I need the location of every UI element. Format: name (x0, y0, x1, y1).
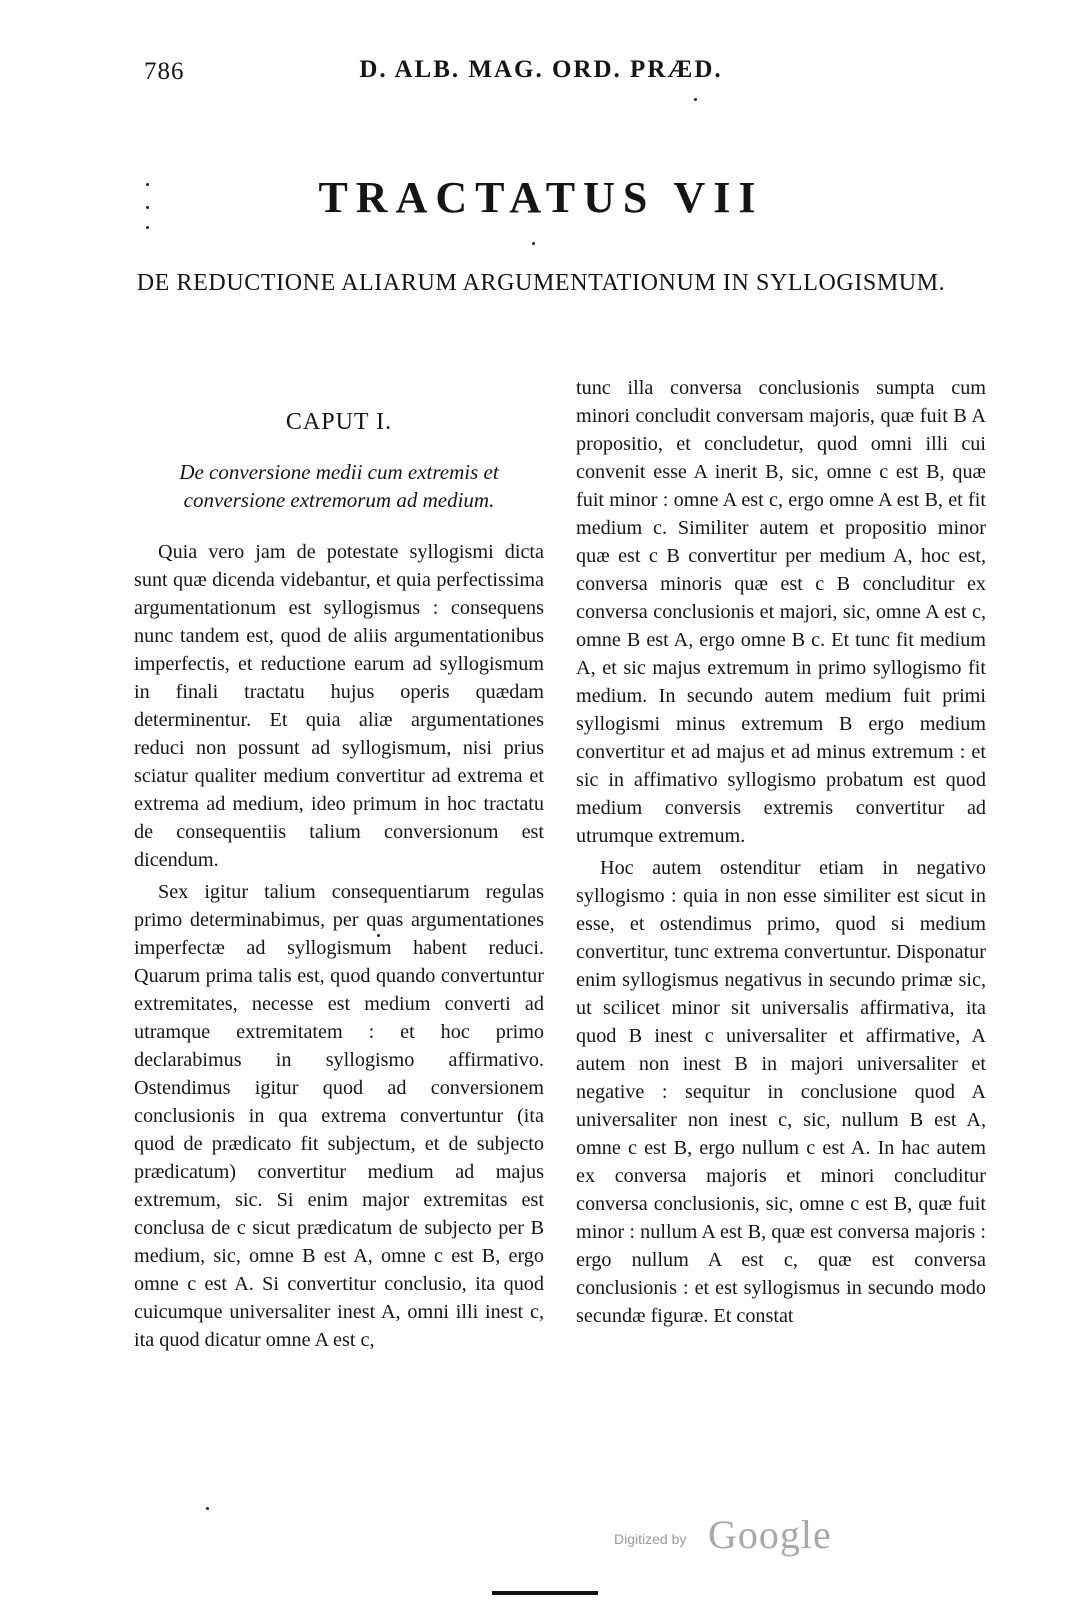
body-paragraph: Hoc autem ostenditur etiam in negativo syllogismo : quia in non esse similiter est sicut in esse, et ostendimus primo, quod si medium convertitur, tunc extrema convertuntur. Disponatur enim syllogismus negativus in secundo primæ sic, ut scilicet minor sit universalis affirmativa, ita quod B inest c universaliter et affirmative, A autem non inest B in majori universaliter et negative : sequitur in conclusione quod A universaliter non inest c, sic, nullum B est A, omne c est B, ergo nullum c est A. In hac autem ex conversa majoris et minori concluditur conversa conclusionis, sic, omne c est B, quæ fuit minor : nullum A est B, quæ est conversa majoris : ergo nullum A est c, quæ est conversa conclusionis : et est syllogismus in secundo modo secundæ figuræ. Et constat (576, 857, 986, 1327)
left-column (134, 374, 544, 1354)
treatise-title: TRACTATUS VII (318, 173, 764, 222)
digitized-by-label: Digitized by (614, 1531, 687, 1547)
body-paragraph: Sex igitur talium consequentiarum regulas primo determinabimus, per quas argumentationes imperfectæ ad syllogismum habent reduci. Quarum prima talis est, quod quando convertuntur extremitates, necesse est medium converti ad utramque extremitatem : et hoc primo declarabimus in syllogismo affirmativo. Ostendimus igitur quod ad conversionem conclusionis in qua extrema convertuntur (ita quod de prædicato fit subjectum, et de subjecto prædicatum) convertitur medium ad majus extremum, sic. Si enim major extremitas est conclusa de c sicut prædicatum de subjecto per B medium, sic, omne B est A, omne c est B, ergo omne c est A. Si convertitur conclusio, ita quod cuicumque universaliter inest A, omni illi inest c, ita quod dicatur omne A est c, (134, 881, 544, 1351)
chapter-rubric (134, 458, 544, 514)
body-paragraph: tunc illa conversa conclusionis sumpta cum minori concludit conversam majoris, quæ fuit B A propositio, et concludetur, quod omni illi cui convenit esse A inerit B, sic, omne c est B, quæ fuit minor : omne A est c, ergo omne A est B, et fit medium c. Similiter autem et propositio minor quæ est c B convertitur per medium A, hoc est, conversa minoris quæ est c B concluditur ex conversa conclusionis et majori, sic, omne A est c, omne B est A, ergo omne B c. Et tunc fit medium A, et sic majus extremum in primo syllogismo fit medium. In secundo autem medium fuit primi syllogismi minus extremum B ergo medium convertitur et ad majus et ad minus extremum : et sic in affimativo syllogismo probatum est quod medium conversis extremis convertitur ad utrumque extremum. (576, 377, 986, 847)
running-head (0, 54, 1082, 88)
treatise-subtitle: DE REDUCTIONE ALIARUM ARGUMENTATIONUM IN SYLLOGISMUM. (136, 270, 946, 296)
running-title: D. ALB. MAG. ORD. PRÆD. (359, 56, 723, 83)
right-column (576, 374, 986, 1330)
digitization-watermark (614, 1511, 854, 1555)
google-logo: Google (708, 1512, 832, 1557)
chapter-rubric-line: De conversione medii cum extremis et (179, 460, 499, 484)
chapter-rubric-line: conversione extremorum ad medium. (183, 488, 495, 512)
body-paragraph: Quia vero jam de potestate syllogismi dicta sunt quæ dicenda videbantur, et quia perfectissima argumentationum est syllogismus : consequens nunc tandem est, quod de aliis argumentationibus imperfectis, et reductione earum ad syllogismum in finali tractatu hujus operis quædam determinentur. Et quia aliæ argumentationes reduci non possunt ad syllogismum, nisi prius sciatur qualiter medium convertitur ad extrema et extrema ad medium, ideo primum in hoc tractatu de consequentiis talium conversionum est dicendum. (134, 541, 544, 871)
chapter-heading: CAPUT I. (285, 409, 393, 435)
page-number: 786 (144, 58, 185, 85)
bottom-rule (492, 1591, 598, 1595)
